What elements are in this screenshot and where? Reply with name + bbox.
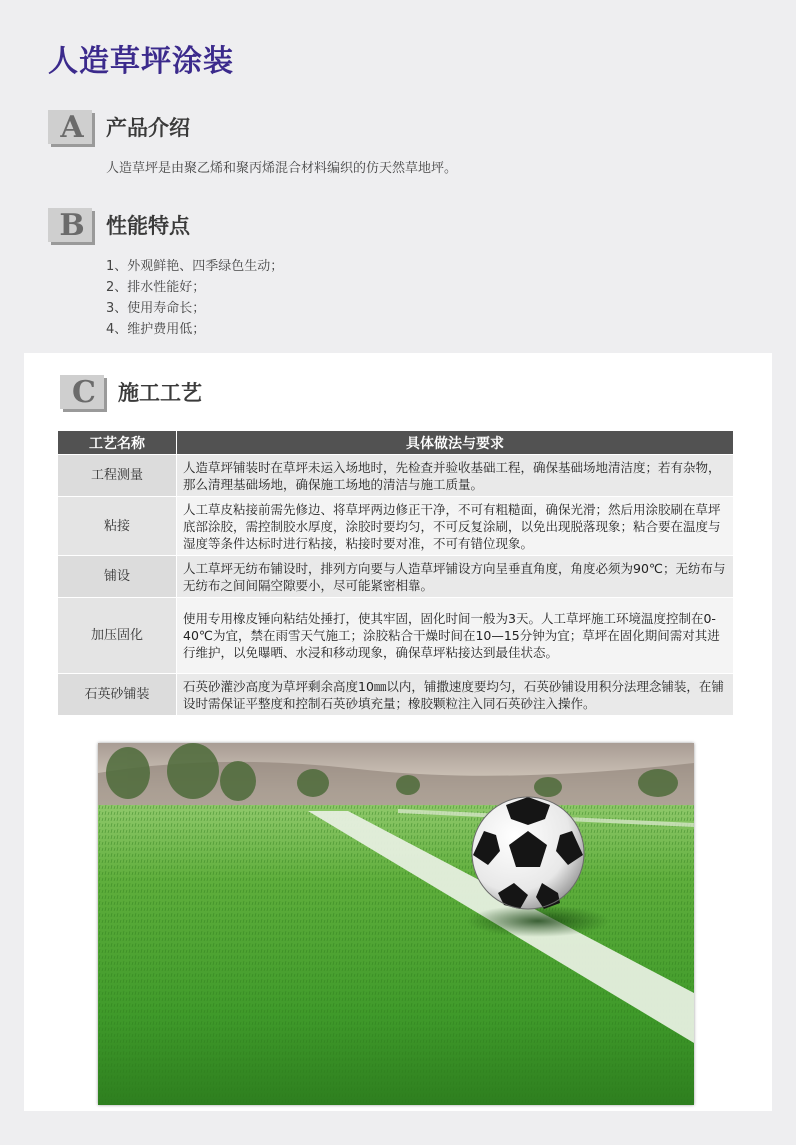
table-row bbox=[58, 556, 734, 598]
feature-list bbox=[106, 256, 283, 340]
section-product-intro bbox=[48, 110, 648, 190]
feature-item: 1、外观鲜艳、四季绿色生动； bbox=[106, 259, 284, 274]
table-row bbox=[58, 598, 734, 674]
section-title: 性能特点 bbox=[106, 214, 190, 238]
section-features bbox=[48, 208, 648, 338]
process-table bbox=[57, 430, 734, 716]
feature-item: 4、维护费用低； bbox=[106, 322, 206, 337]
table-row bbox=[58, 455, 734, 497]
process-description: 人造草坪铺装时在草坪未运入场地时，先检查并验收基础工程，确保基础场地清洁度；若有杂物，那么清理基础场地，确保施工场地的清洁与施工质量。 bbox=[177, 455, 734, 497]
feature-item: 2、排水性能好； bbox=[106, 280, 206, 295]
soccer-ball-icon bbox=[472, 797, 584, 909]
process-name: 加压固化 bbox=[58, 598, 177, 674]
section-title: 产品介绍 bbox=[106, 116, 190, 140]
column-header-method: 具体做法与要求 bbox=[177, 431, 734, 455]
table-header-row bbox=[58, 431, 734, 455]
section-text: 人造草坪是由聚乙烯和聚丙烯混合材料编织的仿天然草地坪。 bbox=[106, 161, 458, 176]
section-construction bbox=[60, 375, 660, 425]
table-row bbox=[58, 674, 734, 716]
column-header-process: 工艺名称 bbox=[58, 431, 177, 455]
feature-item: 3、使用寿命长； bbox=[106, 301, 206, 316]
process-description: 使用专用橡皮锤向粘结处捶打，使其牢固，固化时间一般为3天。人工草坪施工环境温度控制在0-40℃为宜，禁在雨雪天气施工；涂胶粘合干燥时间在10—15分钟为宜；草坪在固化期间需对其进行维护，以免曝晒、水浸和移动现象，确保草坪粘接达到最佳状态。 bbox=[177, 598, 734, 674]
process-description: 人工草坪无纺布铺设时，排列方向要与人造草坪铺设方向呈垂直角度，角度必须为90℃；无纺布与无纺布之间间隔空隙要小，尽可能紧密相靠。 bbox=[177, 556, 734, 598]
process-name: 石英砂铺装 bbox=[58, 674, 177, 716]
section-letter: A bbox=[60, 110, 84, 145]
soccer-ball-on-turf-image bbox=[98, 743, 694, 1105]
section-title: 施工工艺 bbox=[118, 381, 202, 405]
process-description: 石英砂灌沙高度为草坪剩余高度10㎜以内，铺撒速度要均匀，石英砂铺设用积分法理念铺装，在铺设时需保证平整度和控制石英砂填充量；橡胶颗粒注入同石英砂注入操作。 bbox=[177, 674, 734, 716]
soccer-turf-photo bbox=[98, 743, 694, 1105]
process-name: 粘接 bbox=[58, 497, 177, 556]
process-description: 人工草皮粘接前需先修边、将草坪两边修正干净，不可有粗糙面，确保光滑；然后用涂胶刷在草坪底部涂胶，需控制胶水厚度，涂胶时要均匀，不可反复涂刷，以免出现脱落现象；粘合要在温度与湿度等条件达标时进行粘接，粘接时要对准，不可有错位现象。 bbox=[177, 497, 734, 556]
table-row bbox=[58, 497, 734, 556]
section-letter: C bbox=[72, 375, 96, 410]
process-name: 铺设 bbox=[58, 556, 177, 598]
construction-panel bbox=[24, 353, 772, 1111]
section-letter: B bbox=[59, 208, 85, 243]
page-title: 人造草坪涂装 bbox=[48, 44, 234, 79]
process-name: 工程测量 bbox=[58, 455, 177, 497]
